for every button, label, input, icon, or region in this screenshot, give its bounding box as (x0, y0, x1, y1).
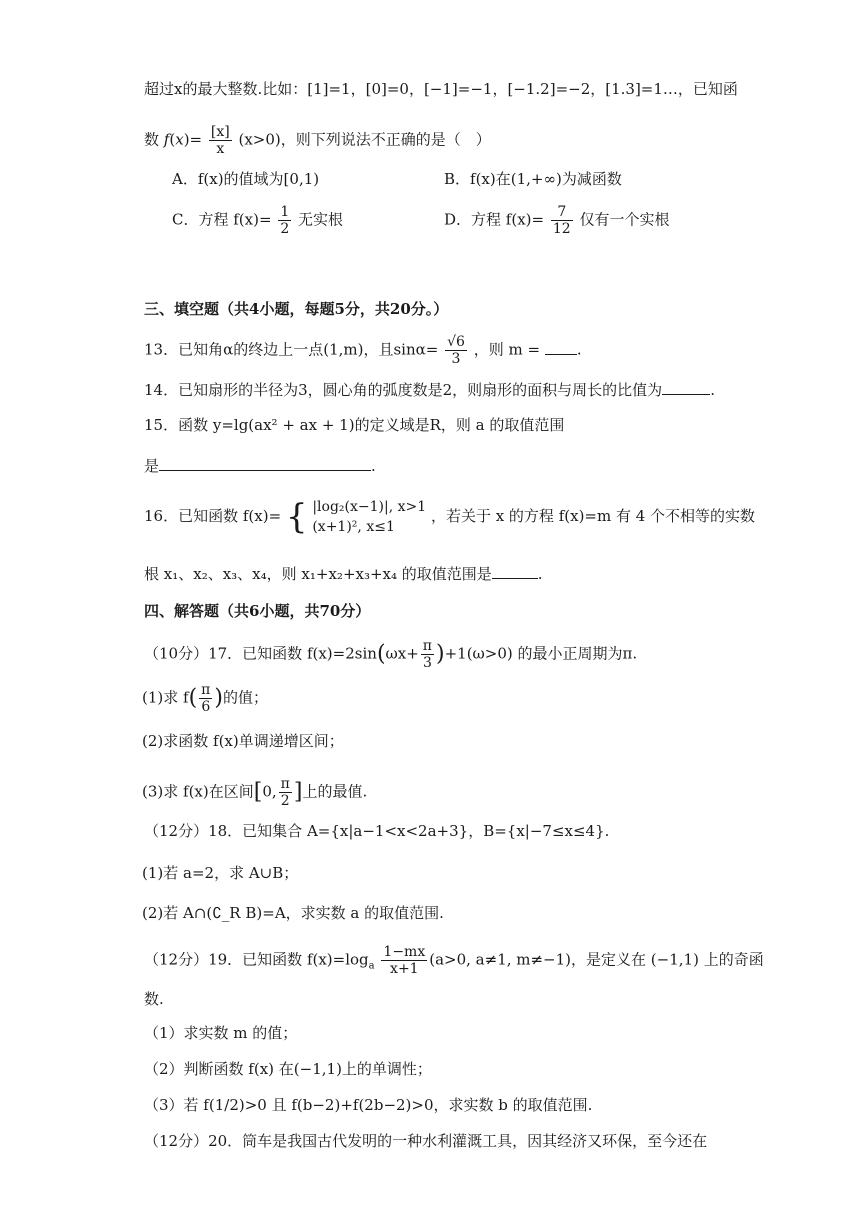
q12-intro-prefix: 数 (144, 130, 160, 149)
q20-stem: （12分）20．筒车是我国古代发明的一种水利灌溉工具，因其经济又环保，至今还在 (144, 1132, 708, 1150)
fx-fraction: $\frac{[x]}{x}$ (210, 124, 230, 157)
seven-twelfths-fraction: $\frac{7}{12}$ (552, 204, 571, 237)
q13: 13．已知角α的终边上一点(1,m)，且sinα= $\frac{√6}{3}$ ，则 m = . (144, 334, 582, 367)
q15-answer-blank[interactable] (159, 454, 371, 471)
pi-over-3-fraction: $\frac{\pi}{3}$ (422, 638, 432, 671)
section-3-title: 三、填空题（共4小题，每题5分，共20分。） (144, 300, 449, 318)
half-fraction: $\frac{1}{2}$ (280, 204, 290, 237)
q17-part2: (2)求函数 f(x)单调递增区间； (142, 732, 344, 750)
q17-part1: (1)求 f( $\frac{\pi}{6}$ )的值； (142, 682, 268, 715)
q19-part2: （2）判断函数 f(x) 在(−1,1)上的单调性； (144, 1060, 432, 1078)
q19-stem: （12分）19．已知函数 $f(x)=\log_a$ $\frac{1-mx}{x+1}$ (a>0, a≠1, m≠−1)，是定义在 (−1,1) 上的奇函 (144, 944, 764, 977)
q13-answer-blank[interactable] (545, 338, 577, 355)
q19-stem-line2: 数. (144, 990, 164, 1008)
q12-intro-suffix: (x>0)，则下列说法不正确的是（ ） (238, 130, 491, 149)
q16-line2: 根 x₁、x₂、x₃、x₄，则 x₁+x₂+x₃+x₄ 的取值范围是 . (144, 562, 543, 585)
q16-answer-blank[interactable] (492, 562, 538, 579)
section-4-title: 四、解答题（共6小题，共70分） (144, 602, 371, 620)
q16-line1: 16．已知函数 f(x)= { |log₂(x−1)|, x>1 (x+1)², x≤1 ，若关于 x 的方程 f(x)=m 有 4 个不相等的实数 (144, 497, 756, 537)
log-argument-fraction: $\frac{1-mx}{x+1}$ (383, 944, 426, 977)
q12-option-b: B．f(x)在(1,+∞)为减函数 (444, 170, 622, 188)
q12-option-c: C．方程 f(x)= $\frac{1}{2}$ 无实根 (172, 204, 344, 237)
pi-over-2-fraction: $\frac{\pi}{2}$ (280, 776, 290, 809)
q14: 14．已知扇形的半径为3，圆心角的弧度数是2，则扇形的面积与周长的比值为 . (144, 378, 715, 401)
q12-intro-line2: 数 f(x)= $\frac{[x]}{x}$ (x>0)，则下列说法不正确的是（ ） (144, 124, 491, 157)
sqrt6-over-3-fraction: $\frac{√6}{3}$ (447, 334, 465, 367)
q15-line2: 是 . (144, 454, 376, 477)
q19-part1: （1）求实数 m 的值； (144, 1024, 298, 1042)
q17-stem: （10分）17．已知函数 f(x)=2sin(ωx+ $\frac{\pi}{3}$ )+1(ω>0) 的最小正周期为π. (144, 638, 638, 671)
q12-option-a: A．f(x)的值域为[0,1) (172, 170, 320, 188)
q15-line1: 15．函数 y=lg(ax² + ax + 1)的定义域是R，则 a 的取值范围 (144, 416, 565, 434)
q18-part1: (1)若 a=2，求 A∪B； (142, 864, 299, 882)
q19-part3: （3）若 f(1/2)>0 且 f(b−2)+f(2b−2)>0，求实数 b 的取值范围. (144, 1096, 593, 1114)
piecewise-brace: { (285, 497, 308, 537)
f-of-x-label: f (163, 130, 170, 149)
q12-intro-line1: 超过x的最大整数.比如：[1]=1，[0]=0，[−1]=−1，[−1.2]=−2，[1.3]=1…，已知函 (144, 80, 738, 98)
q12-option-d: D．方程 f(x)= $\frac{7}{12}$ 仅有一个实根 (444, 204, 670, 237)
q18-stem: （12分）18．已知集合 A={x|a−1<x<2a+3}，B={x|−7≤x≤4}. (144, 822, 610, 840)
q17-part3: (3)求 f(x)在区间[0, $\frac{\pi}{2}$ ]上的最值. (142, 776, 368, 809)
q14-answer-blank[interactable] (662, 378, 710, 395)
pi-over-6-fraction: $\frac{\pi}{6}$ (201, 682, 211, 715)
q18-part2: (2)若 A∩(∁_R B)=A，求实数 a 的取值范围. (142, 904, 444, 922)
piecewise-cases: |log₂(x−1)|, x>1 (x+1)², x≤1 (312, 499, 427, 535)
